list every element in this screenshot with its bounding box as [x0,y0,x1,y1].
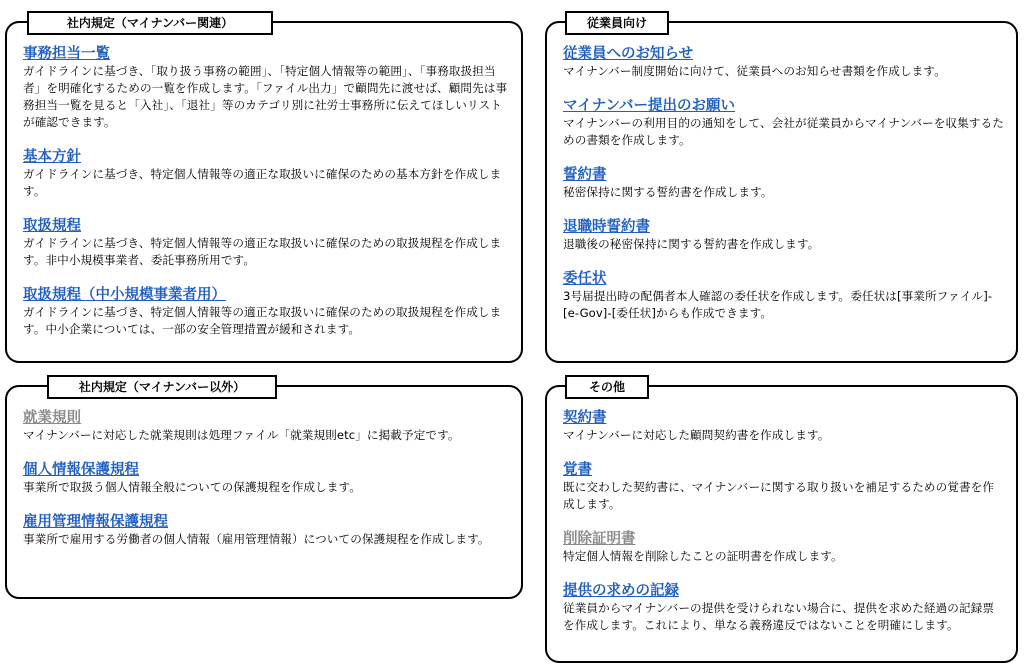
item-description: 従業員からマイナンバーの提供を受けられない場合に、提供を求めた経過の記録票を作成します。これにより、単なる義務違反ではないことを明確にします。 [563,601,995,632]
item-description: 3号届提出時の配偶者本人確認の委任状を作成します。委任状は[事業所ファイル]-[e-Gov]-[委任状]からも作成できます。 [563,289,993,320]
item-link[interactable]: 契約書 [563,410,607,426]
list-item [23,511,509,548]
panel-internal-other-items [23,407,509,563]
list-item [563,580,1004,634]
item-link[interactable]: 覚書 [563,462,592,478]
item-description: 特定個人情報を削除したことの証明書を作成します。 [563,549,843,563]
list-item [563,95,1004,149]
panel-internal-other [5,380,523,599]
list-item [23,215,509,269]
list-item [23,146,509,200]
item-description: マイナンバーに対応した就業規則は処理ファイル「就業規則etc」に掲載予定です。 [23,428,460,442]
item-description: ガイドラインに基づき、特定個人情報等の適正な取扱いに確保のための取扱規程を作成します。中小企業については、一部の安全管理措置が緩和されます。 [23,305,502,336]
item-description: ガイドラインに基づき、特定個人情報等の適正な取扱いに確保のための取扱規程を作成します。非中小規模事業者、委託事務所用です。 [23,236,502,267]
item-description: マイナンバーに対応した顧問契約書を作成します。 [563,428,830,442]
item-link[interactable]: 従業員へのお知らせ [563,46,694,62]
item-link[interactable]: 取扱規程 [23,218,81,234]
panel-internal-mynumber [5,16,523,363]
list-item [23,407,509,444]
item-link[interactable]: 退職時誓約書 [563,219,650,235]
panel-employees-items [563,43,1004,337]
item-link[interactable]: 誓約書 [563,167,607,183]
panel-internal-mynumber-tab: 社内規定（マイナンバー関連） [27,11,273,35]
item-description: 既に交わした契約書に、マイナンバーに関する取り扱いを補足するための覚書を作成します。 [563,480,995,511]
item-description: マイナンバーの利用目的の通知をして、会社が従業員からマイナンバーを収集するための書類を作成します。 [563,116,1004,147]
list-item [563,164,1004,201]
item-description: 退職後の秘密保持に関する誓約書を作成します。 [563,237,820,251]
panel-others-tab: その他 [565,375,649,399]
item-description: 事業所で雇用する労働者の個人情報（雇用管理情報）についての保護規程を作成します。 [23,532,490,546]
item-description: ガイドラインに基づき、特定個人情報等の適正な取扱いに確保のための基本方針を作成します。 [23,167,502,198]
panel-employees-tab: 従業員向け [565,11,669,35]
panel-others [545,380,1018,663]
item-link[interactable]: マイナンバー提出のお願い [563,98,735,114]
item-link[interactable]: 基本方針 [23,149,81,165]
item-link[interactable]: 事務担当一覧 [23,46,110,62]
panel-others-items [563,407,1004,649]
list-item [23,43,509,131]
item-description: 秘密保持に関する誓約書を作成します。 [563,185,773,199]
item-description: ガイドラインに基づき、「取り扱う事務の範囲」、「特定個人情報等の範囲」、「事務取扱担当者」を明確化するための一覧を作成します。「ファイル出力」で顧問先に渡せば、顧問先は事務担当一覧を見ると「入社」、「退社」等のカテゴリ別に社労士事務所に伝えてほしいリストが確認できます。 [23,64,508,129]
list-item [23,459,509,496]
panel-internal-other-tab: 社内規定（マイナンバー以外） [47,375,277,399]
list-item [563,407,1004,444]
item-link[interactable]: 取扱規程（中小規模事業者用） [23,287,226,303]
panel-employees [545,16,1018,363]
panel-internal-mynumber-items [23,43,509,353]
item-link[interactable]: 委任状 [563,271,607,287]
item-link: 削除証明書 [563,531,636,547]
item-description: 事業所で取扱う個人情報全般についての保護規程を作成します。 [23,480,361,494]
list-item [563,268,1004,322]
item-description: マイナンバー制度開始に向けて、従業員へのお知らせ書類を作成します。 [563,64,946,78]
item-link[interactable]: 提供の求めの記録 [563,583,679,599]
item-link[interactable]: 雇用管理情報保護規程 [23,514,168,530]
list-item [563,528,1004,565]
list-item [563,459,1004,513]
list-item [563,43,1004,80]
list-item [23,284,509,338]
item-link[interactable]: 個人情報保護規程 [23,462,139,478]
item-link: 就業規則 [23,410,81,426]
list-item [563,216,1004,253]
